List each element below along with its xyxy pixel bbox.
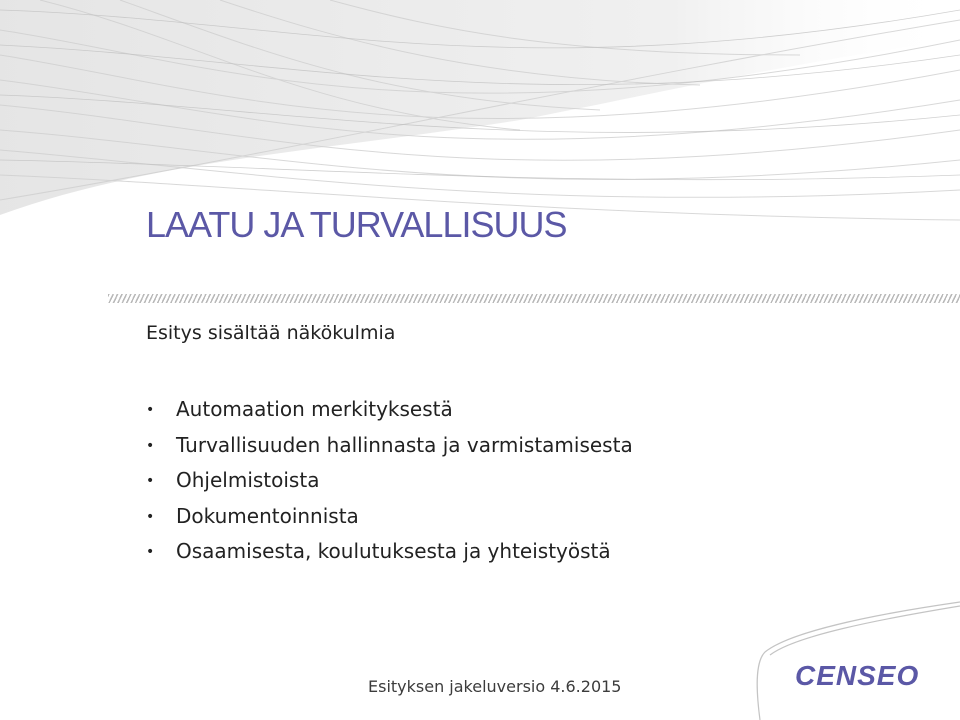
bullet-dot-icon: •: [146, 473, 155, 489]
footer-version-text: Esityksen jakeluversio 4.6.2015: [368, 677, 622, 696]
bullet-item: [146, 392, 633, 428]
bullet-dot-icon: •: [146, 402, 155, 418]
intro-text: Esitys sisältää näkökulmia: [146, 322, 396, 344]
bullet-text: Turvallisuuden hallinnasta ja varmistamisesta: [176, 432, 633, 457]
slide-title: LAATU JA TURVALLISUUS: [146, 204, 567, 245]
hatched-divider: [108, 294, 960, 303]
bullet-text: Ohjelmistoista: [176, 468, 320, 492]
censeo-logo: CENSEO: [795, 660, 920, 691]
bullet-dot-icon: •: [146, 508, 155, 525]
bullet-dot-icon: •: [146, 437, 155, 454]
bullet-item: [146, 428, 633, 464]
bullet-text: Osaamisesta, koulutuksesta ja yhteistyöstä: [176, 539, 611, 563]
bullet-item: [146, 463, 633, 499]
bullet-text: Automaation merkityksestä: [176, 397, 453, 421]
bullet-dot-icon: •: [146, 544, 155, 560]
bullet-text: Dokumentoinnista: [176, 503, 359, 528]
bullet-item: [146, 499, 633, 535]
bullet-list: [146, 392, 633, 570]
bullet-item: [146, 534, 633, 570]
